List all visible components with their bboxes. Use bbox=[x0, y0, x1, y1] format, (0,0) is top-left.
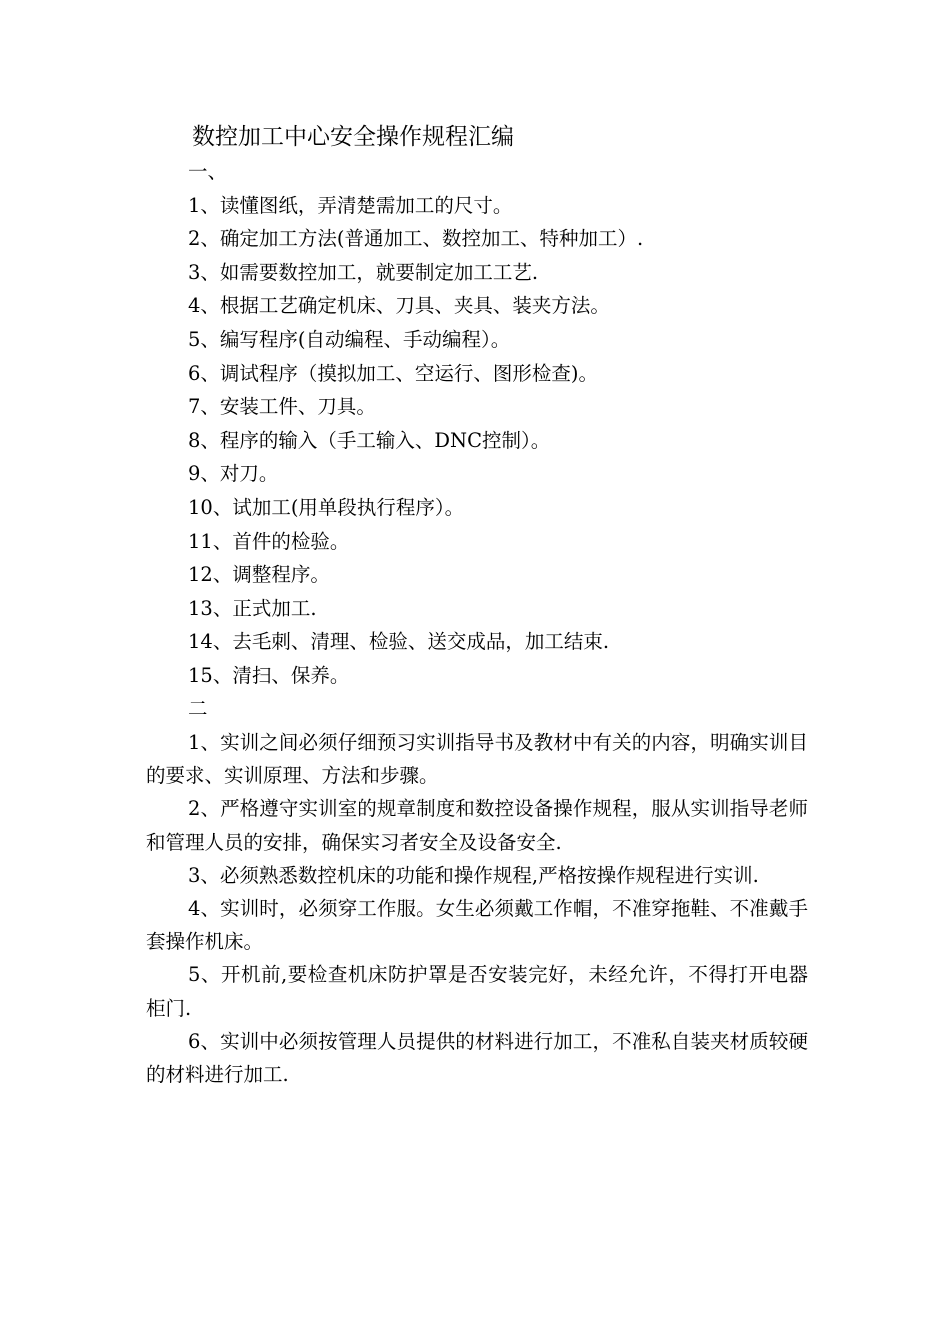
list-item: 6、调试程序（摸拟加工、空运行、图形检查)。 bbox=[188, 361, 599, 385]
paragraph: 5、开机前,要检查机床防护罩是否安装完好，未经允许，不得打开电器柜门. bbox=[146, 963, 808, 1020]
list-item: 15、清扫、保养。 bbox=[188, 663, 350, 687]
list-item: 8、程序的输入（手工输入、DNC控制）。 bbox=[188, 428, 551, 452]
paragraph: 6、实训中必须按管理人员提供的材料进行加工，不准私自装夹材质较硬的材料进行加工. bbox=[146, 1029, 808, 1087]
document-title: 数控加工中心安全操作规程汇编 bbox=[192, 124, 514, 150]
paragraph: 4、实训时，必须穿工作服。女生必须戴工作帽，不准穿拖鞋、不准戴手套操作机床。 bbox=[146, 897, 808, 954]
section-one-heading: 一、 bbox=[188, 160, 228, 183]
paragraph: 3、必须熟悉数控机床的功能和操作规程,严格按操作规程进行实训. bbox=[188, 863, 759, 887]
list-item: 1、读懂图纸，弄清楚需加工的尺寸。 bbox=[188, 193, 513, 217]
list-item: 13、正式加工. bbox=[188, 596, 317, 620]
paragraph: 1、实训之间必须仔细预习实训指导书及教材中有关的内容，明确实训目的要求、实训原理、方法和步骤。 bbox=[146, 731, 808, 788]
list-item: 12、调整程序。 bbox=[188, 563, 330, 587]
list-item: 7、安装工件、刀具。 bbox=[188, 395, 376, 419]
list-item: 11、首件的检验。 bbox=[188, 529, 350, 553]
list-item: 10、试加工(用单段执行程序）。 bbox=[188, 495, 465, 519]
list-item: 2、确定加工方法(普通加工、数控加工、特种加工）. bbox=[188, 227, 644, 251]
list-item: 5、编写程序(自动编程、手动编程）。 bbox=[188, 327, 511, 351]
list-item: 14、去毛刺、清理、检验、送交成品，加工结束. bbox=[188, 630, 610, 654]
section-two-heading: 二 bbox=[188, 697, 208, 720]
paragraph: 2、严格遵守实训室的规章制度和数控设备操作规程，服从实训指导老师和管理人员的安排，确保实习者安全及设备安全. bbox=[146, 797, 808, 854]
section-one bbox=[188, 155, 828, 693]
section-two bbox=[146, 726, 808, 1091]
list-item: 9、对刀。 bbox=[188, 462, 279, 486]
list-item: 4、根据工艺确定机床、刀具、夹具、装夹方法。 bbox=[188, 294, 610, 318]
list-item: 3、如需要数控加工，就要制定加工工艺. bbox=[188, 260, 539, 284]
